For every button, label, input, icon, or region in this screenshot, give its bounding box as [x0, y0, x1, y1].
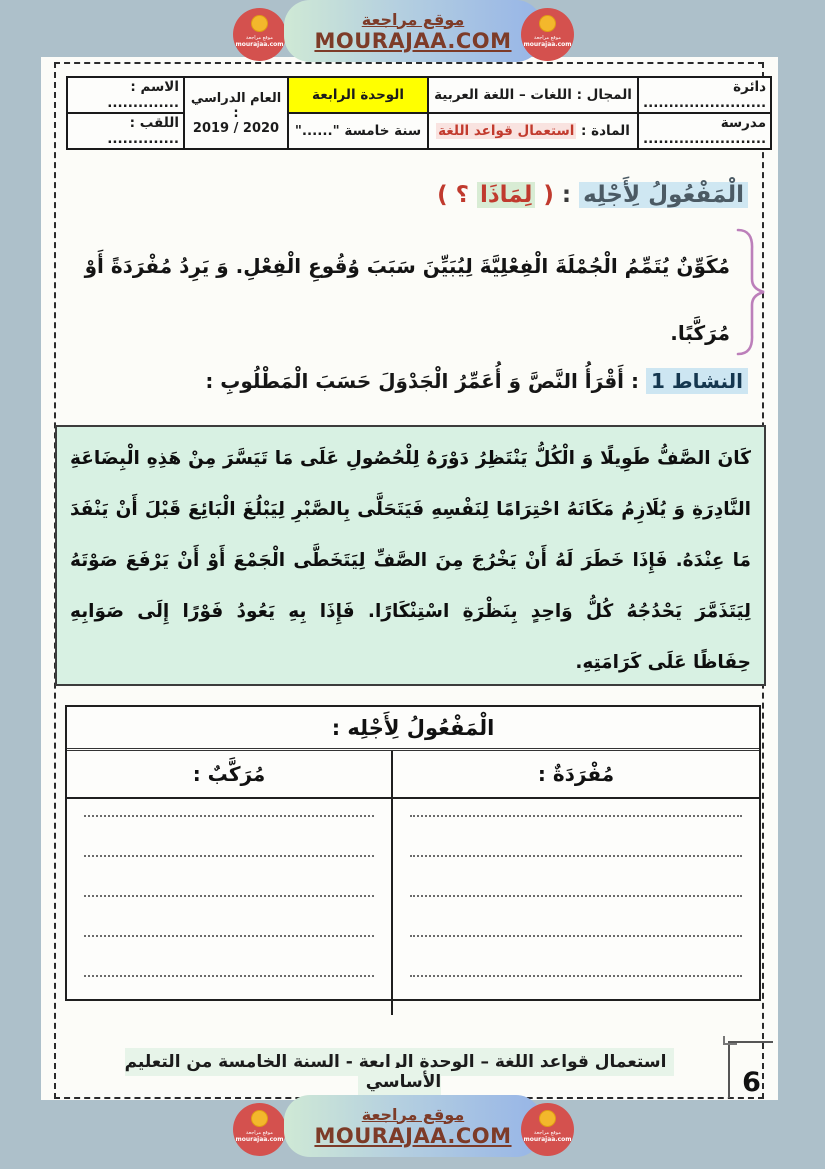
answer-blank-line[interactable]: [84, 855, 374, 857]
worksheet-page: [41, 57, 778, 1100]
answer-blank-line[interactable]: [410, 815, 742, 817]
top-site-banner: [233, 0, 593, 62]
reading-line: لِيَتَذَمَّرَ يَحْدُجُهُ كُلُّ وَاحِدٍ بِنَظْرَةِ اسْتِنْكَارًا. فَإِذَا بِهِ يَعُودُ فَوْرًا إِلَى صَوَابِهِ: [70, 601, 751, 622]
logo-caption-arabic: موقع مراجعة: [246, 1130, 273, 1136]
grade-cell: سنة خامسة "......": [288, 113, 428, 149]
last-name-field: اللقب : ..............: [67, 113, 184, 149]
answer-blank-line[interactable]: [84, 935, 374, 937]
logo-caption-domain: mourajaa.com: [523, 41, 572, 48]
answer-blank-line[interactable]: [410, 975, 742, 977]
answer-blank-line[interactable]: [410, 895, 742, 897]
logo-caption-arabic: موقع مراجعة: [534, 35, 561, 41]
table-row: [67, 113, 771, 149]
site-name-arabic-link[interactable]: موقع مراجعة: [361, 9, 465, 29]
field-label: المجال : اللغات – اللغة العربية: [428, 77, 638, 113]
page-number: 6: [742, 1067, 761, 1098]
footer-caption-text: استعمال قواعد اللغة – الوحدة الرابعة - السنة الخامسة من التعليم الأساسي: [125, 1048, 675, 1096]
school-field: مدرسة ........................: [638, 113, 771, 149]
district-field: دائرة ........................: [638, 77, 771, 113]
site-logo-icon: [521, 8, 574, 61]
column-header-singular: مُفْرَدَةٌ :: [393, 751, 759, 799]
footer-caption: [81, 1052, 718, 1092]
logo-emblem-icon: [251, 1110, 268, 1127]
answer-blank-line[interactable]: [410, 855, 742, 857]
activity-number-badge: النشاط 1: [646, 368, 748, 394]
answer-column-singular: [391, 751, 759, 1015]
lesson-title-question: لِمَاذَا: [477, 182, 535, 208]
logo-caption-domain: mourajaa.com: [235, 41, 284, 48]
first-name-field: الاسم : ..............: [67, 77, 184, 113]
logo-caption-arabic: موقع مراجعة: [534, 1130, 561, 1136]
reading-line: مَا عِنْدَهُ. فَإِذَا خَطَرَ لَهُ أَنْ يَخْرُجَ مِنَ الصَّفِّ لِيَتَخَطَّى الْجَمْعَ أَوْ أَنْ يَرْفَعَ صَوْتَهُ: [70, 550, 751, 571]
reading-text-box: [55, 425, 766, 686]
lesson-title-paren-close: ؟ ): [437, 182, 477, 208]
logo-emblem-icon: [539, 1110, 556, 1127]
header-info-table: [66, 76, 772, 150]
answer-blank-line[interactable]: [84, 895, 374, 897]
answer-table: [65, 705, 761, 1001]
logo-caption-domain: mourajaa.com: [235, 1136, 284, 1143]
reading-line: حِفَاظًا عَلَى كَرَامَتِهِ.: [575, 652, 751, 673]
definition-text: [81, 233, 730, 367]
reading-line: كَانَ الصَّفُّ طَوِيلًا وَ الْكُلُّ يَنْتَظِرُ دَوْرَهُ لِلْحُصُولِ عَلَى مَا تَيَسَّرَ مِنْ هَذِهِ الْبِضَاعَةِ: [70, 448, 751, 469]
activity-instruction: : أَقْرَأُ النَّصَّ وَ أُعَمِّرُ الْجَدْوَلَ حَسَبَ الْمَطْلُوبِ :: [205, 369, 646, 393]
activity-prompt: [205, 369, 748, 393]
curly-brace-icon: [734, 227, 768, 357]
subject-label: المادة :: [576, 123, 630, 139]
answer-table-columns: [67, 751, 759, 1015]
site-name-arabic-link[interactable]: موقع مراجعة: [361, 1104, 465, 1124]
definition-line-2: مُرَكَّبًا.: [670, 321, 730, 345]
column-header-compound: مُرَكَّبٌ :: [67, 751, 391, 799]
logo-emblem-icon: [539, 15, 556, 32]
lesson-title-paren-open: (: [535, 182, 554, 208]
answer-blank-line[interactable]: [410, 935, 742, 937]
unit-badge: الوحدة الرابعة: [288, 77, 428, 113]
banner-pill: [284, 1095, 542, 1157]
school-year-value: 2020 / 2019: [192, 120, 280, 136]
answer-area-singular: [393, 799, 759, 1015]
reading-line: النَّادِرَةِ وَ يُلَازِمُ مَكَانَهُ احْتِرَامًا لِنَفْسِهِ فَيَتَحَلَّى بِالصَّبْرِ لِيَبْلُغَ الْبَائِعَ قَبْلَ أَنْ يَنْفَدَ: [70, 499, 751, 520]
site-logo-icon: [233, 8, 286, 61]
subject-cell: [428, 113, 638, 149]
page-number-box: [728, 1041, 773, 1098]
site-domain-link[interactable]: MOURAJAA.COM: [314, 1123, 512, 1148]
school-year-label: العام الدراسي :: [190, 90, 282, 121]
school-year-cell: [184, 77, 288, 149]
table-row: [67, 77, 771, 113]
bottom-site-banner: [233, 1095, 593, 1157]
site-domain-link[interactable]: MOURAJAA.COM: [314, 28, 512, 53]
lesson-title-term: الْمَفْعُولُ لِأَجْلِه: [579, 182, 748, 208]
answer-blank-line[interactable]: [84, 975, 374, 977]
answer-area-compound: [67, 799, 391, 1015]
answer-blank-line[interactable]: [84, 815, 374, 817]
definition-line-1: مُكَوِّنٌ يُتَمِّمُ الْجُمْلَةَ الْفِعْلِيَّةَ لِيُبَيِّنَ سَبَبَ وُقُوعِ الْفِعْلِ. وَ يَرِدُ مُفْرَدَةً أَوْ: [84, 254, 730, 278]
banner-pill: [284, 0, 542, 62]
lesson-title-separator: :: [553, 182, 580, 208]
answer-table-title: الْمَفْعُولُ لِأَجْلِه :: [67, 707, 759, 751]
subject-value: استعمال قواعد اللغة: [438, 123, 575, 139]
logo-emblem-icon: [251, 15, 268, 32]
logo-caption-domain: mourajaa.com: [523, 1136, 572, 1143]
site-logo-icon: [233, 1103, 286, 1156]
lesson-title: [437, 175, 748, 215]
logo-caption-arabic: موقع مراجعة: [246, 35, 273, 41]
answer-column-compound: [67, 751, 391, 1015]
site-logo-icon: [521, 1103, 574, 1156]
